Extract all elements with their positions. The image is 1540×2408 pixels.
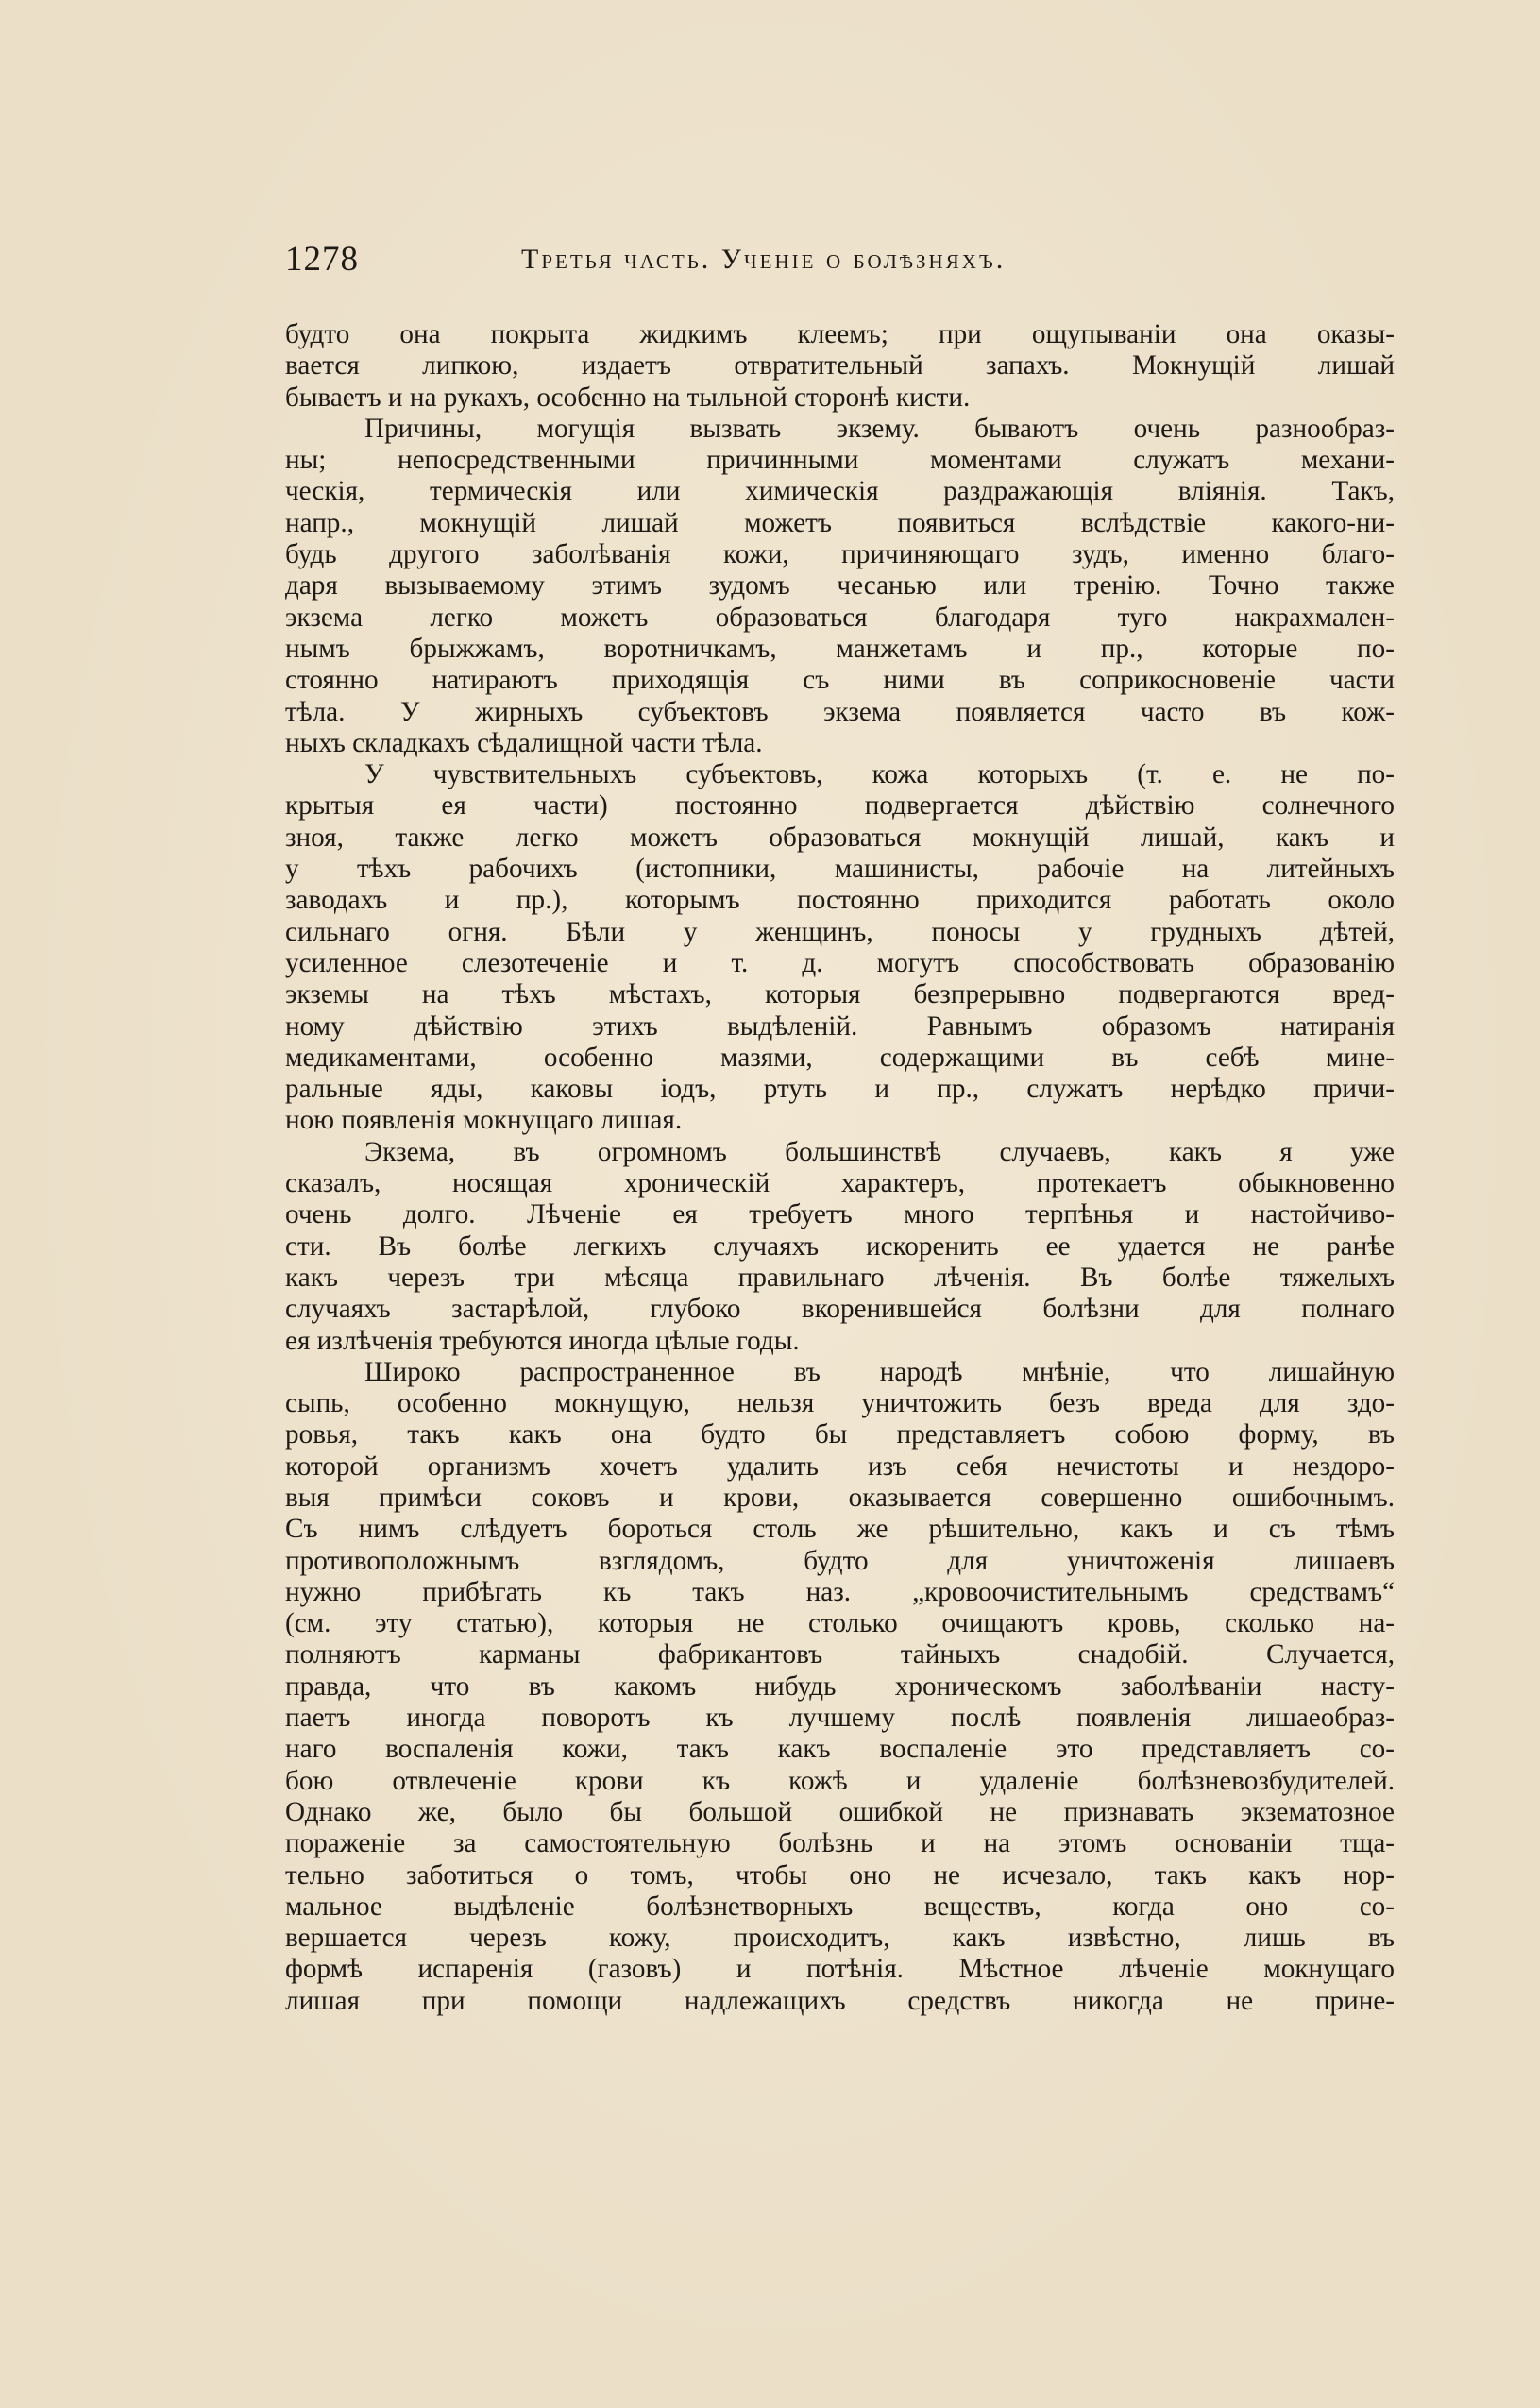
text-line: ною появленія мокнущаго лишая.	[285, 1105, 683, 1136]
text-line: стоянно натираютъ приходящія съ ними въ соприкосновеніе части	[285, 665, 1395, 696]
text-line: правда, что въ какомъ нибудь хроническомъ заболѣваніи насту-	[285, 1670, 1395, 1702]
text-line: сильнаго огня. Бѣли у женщинъ, поносы у грудныхъ дѣтей,	[285, 916, 1395, 947]
text-line: Экзема, въ огромномъ большинствѣ случаевъ, какъ я уже	[364, 1136, 1395, 1167]
text-line: заводахъ и пр.), которымъ постоянно приходится работать около	[285, 885, 1395, 916]
text-line: Широко распространенное въ народѣ мнѣніе, что лишайную	[364, 1356, 1395, 1387]
text-line: (см. эту статью), которыя не столько очищаютъ кровь, сколько на-	[285, 1608, 1395, 1639]
text-line: будь другого заболѣванія кожи, причиняющаго зудъ, именно благо-	[285, 539, 1395, 570]
text-line: очень долго. Лѣченіе ея требуетъ много терпѣнья и настойчиво-	[285, 1199, 1395, 1230]
text-line: противоположнымъ взглядомъ, будто для уничтоженія лишаевъ	[285, 1545, 1395, 1576]
text-line: бою отвлеченіе крови къ кожѣ и удаленіе болѣзневозбудителей.	[285, 1765, 1395, 1796]
text-line: которой организмъ хочетъ удалить изъ себя нечистоты и нездоро-	[285, 1450, 1395, 1482]
text-line: полняютъ карманы фабрикантовъ тайныхъ снадобій. Случается,	[285, 1639, 1395, 1670]
text-line: сыпь, особенно мокнущую, нельзя уничтожить безъ вреда для здо-	[285, 1388, 1395, 1419]
text-line: сти. Въ болѣе легкихъ случаяхъ искоренить ее удается не ранѣе	[285, 1230, 1395, 1262]
text-line: тѣла. У жирныхъ субъектовъ экзема появляется часто въ кож-	[285, 696, 1395, 727]
text-line: ны; непосредственными причинными моментами служатъ механи-	[285, 445, 1395, 476]
text-line: ческія, термическія или химическія раздражающія вліянія. Такъ,	[285, 476, 1395, 507]
text-line: формѣ испаренія (газовъ) и потѣнія. Мѣстное лѣченіе мокнущаго	[285, 1954, 1395, 1985]
text-line: наго воспаленія кожи, такъ какъ воспаленіе это представляетъ со-	[285, 1734, 1395, 1765]
text-line: пораженіе за самостоятельную болѣзнь и на этомъ основаніи тща-	[285, 1828, 1395, 1859]
page-number: 1278	[285, 240, 359, 279]
text-line: вершается черезъ кожу, происходитъ, какъ извѣстно, лишь въ	[285, 1923, 1395, 1954]
text-line: нужно прибѣгать къ такъ наз. „кровоочистительнымъ средствамъ“	[285, 1576, 1395, 1607]
text-line: У чувствительныхъ субъектовъ, кожа которыхъ (т. е. не по-	[364, 759, 1395, 790]
text-line: даря вызываемому этимъ зудомъ чесанью или тренію. Точно также	[285, 570, 1395, 602]
text-line: ному дѣйствію этихъ выдѣленій. Равнымъ образомъ натиранія	[285, 1010, 1395, 1042]
text-line: ея излѣченія требуются иногда цѣлые годы.	[285, 1325, 800, 1356]
text-line: экзема легко можетъ образоваться благодаря туго накрахмален-	[285, 602, 1395, 633]
text-line: сказалъ, носящая хроническій характеръ, протекаетъ обыкновенно	[285, 1168, 1395, 1199]
body-text	[285, 319, 1395, 2017]
text-line: случаяхъ застарѣлой, глубоко вкоренившейся болѣзни для полнаго	[285, 1294, 1395, 1325]
page-header	[285, 236, 1248, 283]
text-line: какъ черезъ три мѣсяца правильнаго лѣченія. Въ болѣе тяжелыхъ	[285, 1262, 1395, 1293]
text-line: Съ нимъ слѣдуетъ бороться столь же рѣшительно, какъ и съ тѣмъ	[285, 1514, 1395, 1545]
text-line: бываетъ и на рукахъ, особенно на тыльной сторонѣ кисти.	[285, 382, 971, 413]
text-line: Причины, могущія вызвать экзему. бываютъ очень разнообраз-	[364, 413, 1395, 444]
text-line: будто она покрыта жидкимъ клеемъ; при ощупываніи она оказы-	[285, 319, 1395, 349]
text-line: мальное выдѣленіе болѣзнетворныхъ веществъ, когда оно со-	[285, 1891, 1395, 1922]
text-line: тельно заботиться о томъ, чтобы оно не исчезало, такъ какъ нор-	[285, 1859, 1395, 1891]
running-title: Третья часть. Ученіе о болѣзняхъ.	[521, 244, 1007, 275]
text-line: экземы на тѣхъ мѣстахъ, которыя безпрерывно подвергаются вред-	[285, 979, 1395, 1010]
text-line: медикаментами, особенно мазями, содержащими въ себѣ мине-	[285, 1042, 1395, 1073]
text-line: ровья, такъ какъ она будто бы представляетъ собою форму, въ	[285, 1419, 1395, 1450]
text-line: нымъ брыжжамъ, воротничкамъ, манжетамъ и пр., которые по-	[285, 633, 1395, 664]
text-line: ныхъ складкахъ сѣдалищной части тѣла.	[285, 727, 763, 758]
text-line: напр., мокнущій лишай можетъ появиться вслѣдствіе какого-ни-	[285, 507, 1395, 538]
text-line: лишая при помощи надлежащихъ средствъ никогда не прине-	[285, 1985, 1395, 2016]
text-line: вается липкою, издаетъ отвратительный запахъ. Мокнущій лишай	[285, 350, 1395, 382]
text-line: Однако же, было бы большой ошибкой не признавать экзематозное	[285, 1796, 1395, 1827]
text-line: зноя, также легко можетъ образоваться мокнущій лишай, какъ и	[285, 822, 1395, 853]
text-line: у тѣхъ рабочихъ (истопники, машинисты, рабочіе на литейныхъ	[285, 854, 1395, 885]
text-line: паетъ иногда поворотъ къ лучшему послѣ появленія лишаеобраз-	[285, 1703, 1395, 1734]
text-line: усиленное слезотеченіе и т. д. могутъ способствовать образованію	[285, 947, 1395, 978]
text-line: ральные яды, каковы іодъ, ртуть и пр., служатъ нерѣдко причи-	[285, 1074, 1395, 1105]
text-line: выя примѣси соковъ и крови, оказывается совершенно ошибочнымъ.	[285, 1482, 1395, 1513]
text-line: крытыя ея части) постоянно подвергается дѣйствію солнечного	[285, 790, 1395, 822]
